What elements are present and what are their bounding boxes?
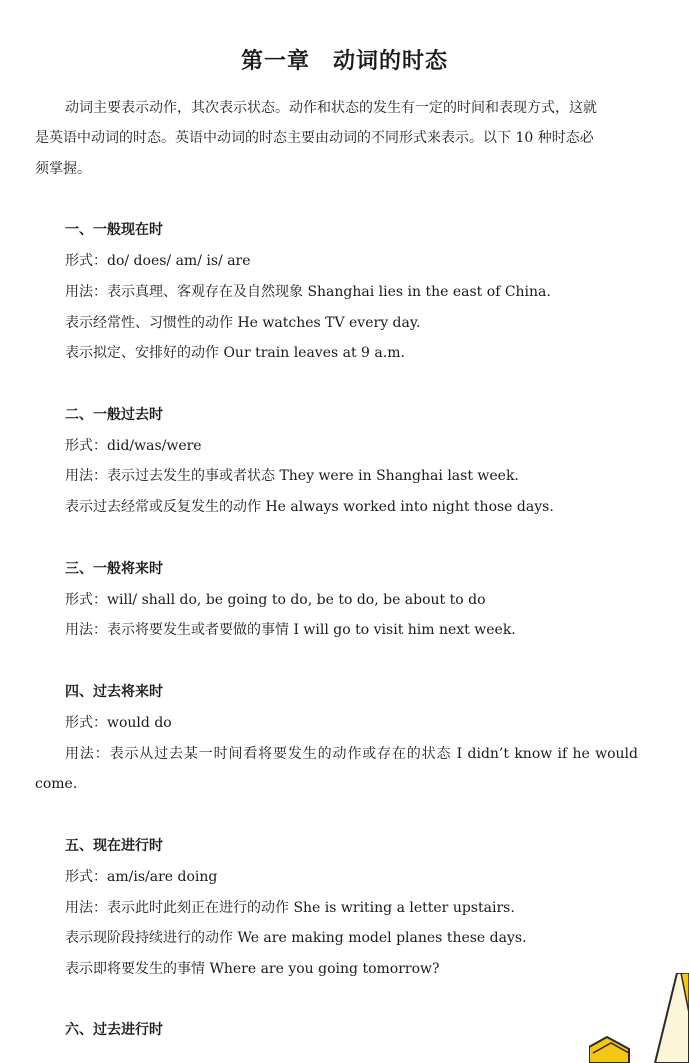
section-2-line-3: 表示过去经常或反复发生的动作 He always worked into night those days.: [65, 499, 554, 515]
section-1-line-3: 表示经常性、习惯性的动作 He watches TV every day.: [65, 315, 421, 331]
section-heading-3: 三、一般将来时: [65, 561, 163, 577]
section-4-line-1: 形式：would do: [65, 715, 172, 731]
section-1-line-1: 形式：do/ does/ am/ is/ are: [65, 253, 251, 269]
section-5-line-3: 表示现阶段持续进行的动作 We are making model planes these days.: [65, 930, 527, 946]
section-4-line-2: 用法：表示从过去某一时间看将要发生的动作或存在的状态 I didn’t know if he would: [65, 746, 638, 762]
section-heading-2: 二、一般过去时: [65, 407, 163, 423]
intro-line-2: 是英语中动词的时态。英语中动词的时态主要由动词的不同形式来表示。以下 10 种时态必: [35, 130, 594, 146]
intro-line-3: 须掌握。: [35, 161, 91, 177]
chapter-title: 第一章 动词的时态: [240, 49, 448, 74]
section-1-line-4: 表示拟定、安排好的动作 Our train leaves at 9 a.m.: [65, 345, 405, 361]
section-heading-1: 一、一般现在时: [65, 222, 163, 238]
section-5-line-4: 表示即将要发生的事情 Where are you going tomorrow?: [65, 961, 440, 977]
section-4-line-3: come.: [35, 776, 78, 792]
section-heading-4: 四、过去将来时: [65, 684, 163, 700]
section-heading-5: 五、现在进行时: [65, 838, 163, 854]
section-1-line-2: 用法：表示真理、客观存在及自然现象 Shanghai lies in the east of China.: [65, 284, 551, 300]
section-heading-6: 六、过去进行时: [65, 1022, 163, 1038]
section-3-line-1: 形式：will/ shall do, be going to do, be to do, be about to do: [65, 592, 486, 608]
section-5-line-2: 用法：表示此时此刻正在进行的动作 She is writing a letter upstairs.: [65, 900, 515, 916]
section-5-line-1: 形式：am/is/are doing: [65, 869, 218, 885]
section-2-line-2: 用法：表示过去发生的事或者状态 They were in Shanghai last week.: [65, 468, 519, 484]
intro-line-1: 动词主要表示动作，其次表示状态。动作和状态的发生有一定的时间和表现方式，这就: [65, 100, 597, 116]
pencil-corner-icon: [589, 973, 689, 1063]
section-3-line-2: 用法：表示将要发生或者要做的事情 I will go to visit him next week.: [65, 622, 516, 638]
section-2-line-1: 形式：did/was/were: [65, 438, 202, 454]
